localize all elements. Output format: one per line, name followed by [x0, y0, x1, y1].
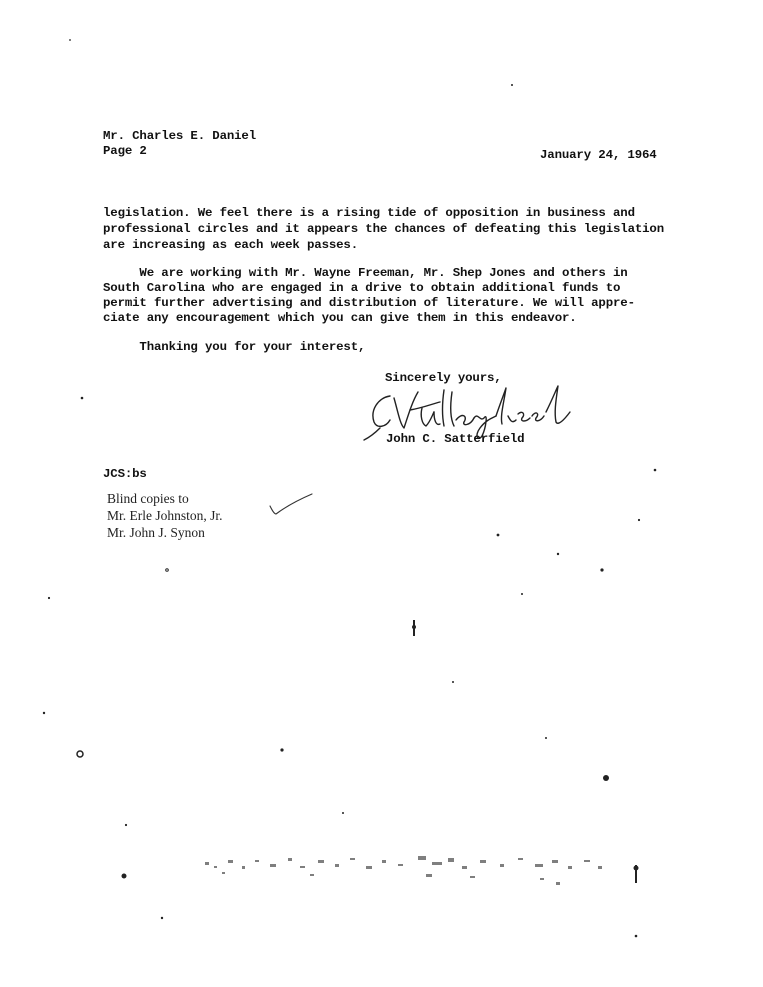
blind-copies-heading: Blind copies to	[107, 491, 189, 506]
paragraph-line: are increasing as each week passes.	[103, 238, 358, 252]
paragraph-line: permit further advertising and distribution of literature. We will appre-	[103, 296, 635, 310]
paragraph-line: South Carolina who are engaged in a drive to obtain additional funds to	[103, 281, 621, 295]
recipient-name: Mr. Charles E. Daniel	[103, 129, 256, 143]
blind-copy-recipient: Mr. Erle Johnston, Jr.	[107, 508, 223, 523]
paragraph-line: professional circles and it appears the chances of defeating this legislation	[103, 222, 664, 236]
letter-date: January 24, 1964	[540, 148, 657, 162]
salutation: Sincerely yours,	[385, 371, 502, 385]
reference-initials: JCS:bs	[103, 467, 147, 481]
paragraph-line: legislation. We feel there is a rising tide of opposition in business and	[103, 206, 635, 220]
paragraph-line: ciate any encouragement which you can give them in this endeavor.	[103, 311, 577, 325]
signer-name: John C. Satterfield	[386, 432, 525, 446]
blind-copy-recipient: Mr. John J. Synon	[107, 525, 205, 540]
page-number: Page 2	[103, 144, 147, 158]
paragraph-line: We are working with Mr. Wayne Freeman, Mr. Shep Jones and others in	[103, 266, 628, 280]
paragraph-line: Thanking you for your interest,	[103, 340, 366, 354]
